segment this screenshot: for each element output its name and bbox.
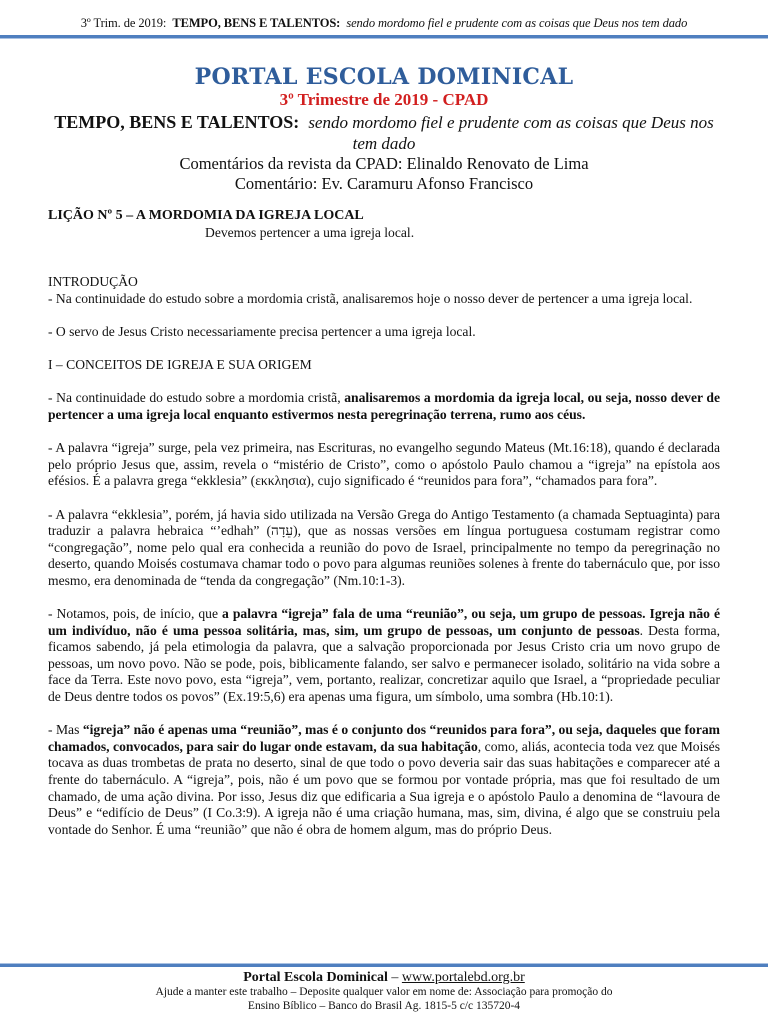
page-footer	[0, 969, 768, 1013]
theme-title: TEMPO, BENS E TALENTOS:	[54, 112, 300, 132]
header-divider	[0, 35, 768, 39]
lesson-title: LIÇÃO Nº 5 – A MORDOMIA DA IGREJA LOCAL	[48, 208, 364, 223]
credit-revista: Comentários da revista da CPAD: Elinaldo Renovato de Lima	[179, 154, 589, 173]
theme-line	[40, 112, 728, 154]
bold-run: analisaremos a mordomia da igreja local, ou seja, nosso dever de pertencer a uma igreja local enquanto estivermos nesta peregrinação terrena, rumo aos céus.	[48, 390, 720, 422]
footer-separator: –	[387, 970, 402, 985]
lesson-content	[48, 208, 720, 838]
trimestre-label: 3º Trimestre de 2019 - CPAD	[279, 90, 489, 109]
theme-subtitle: sendo mordomo fiel e prudente com as coisas que Deus nos tem dado	[308, 113, 714, 153]
bold-run: a palavra “igreja” fala de uma “reunião”, ou seja, um grupo de pessoas. Igreja não é um indivíduo, não é uma pessoa solitária, mas, sim, um grupo de pessoas, um conjunto de pessoas	[48, 606, 720, 638]
section-heading: I – CONCEITOS DE IGREJA E SUA ORIGEM	[48, 357, 312, 373]
running-header-subtitle: sendo mordomo fiel e prudente com as coisas que Deus nos tem dado	[346, 16, 688, 30]
running-header-prefix: 3º Trim. de 2019:	[80, 16, 167, 30]
section-paragraph: - A palavra “ekklesia”, porém, já havia sido utilizada na Versão Grega do Antigo Testamento (a chamada Septuaginta) para traduzir a palavra hebraica “’edhah” (עֵדָה), que as nossas versões em língua portuguesa costumam registrar como “congregação”, nome pelo qual era conhecida a reunião do povo de Israel, principalmente no tempo da peregrinação no deserto, quando Moisés costumava chamar todo o povo para algumas reuniões solenes à frente do tabernáculo que, por isso mesmo, era denominada de “tenda da congregação” (Nm.10:1-3).	[48, 506, 720, 588]
bold-run: “igreja” não é apenas uma “reunião”, mas é o conjunto dos “reunidos para fora”, ou seja, daqueles que foram chamados, convocados, para sair do lugar onde estavam, da sua habitação	[48, 722, 720, 754]
text-run: , como, aliás, acontecia toda vez que Moisés tocava as duas trombetas de prata no deserto, sinal de que todo o povo deveria sair das suas habitações e comparecer até a frente do tabernáculo. A “igreja”, pois, não é um povo que se formou por vontade própria, mas que foi resultado de um chamado, de uma ação divina. Por isso, Jesus diz que edificaria a Sua igreja e o apóstolo Paulo a denomina de “lavoura de Deus” e “edifício de Deus” (I Co.3:9). A igreja não é uma criação humana, mas, sim, divina, é algo que se construiu pela vontade do Senhor. É uma “reunião” que não é obra de homem algum, mas do próprio Deus.	[48, 738, 720, 837]
credit-comentario: Comentário: Ev. Caramuru Afonso Francisco	[234, 174, 534, 193]
text-run: . Desta forma, ficamos sabendo, já pela etimologia da palavra, que a salvação proporcionada por Jesus Cristo cria um novo grupo de pessoas, um novo povo. Não se pode, pois, biblicamente falando, ser salvo e permanecer isolado, solitário na vida sobre a face da Terra. Este novo povo, esta “igreja”, vem, portanto, realizar, concretizar aquilo que Israel, a “propriedade peculiar de Deus dentre todos os povos” (Ex.19:5,6) era apenas uma figura, um símbolo, uma sombra (Hb.10:1).	[48, 622, 720, 705]
running-header-theme: TEMPO, BENS E TALENTOS:	[172, 16, 341, 30]
portal-title: PORTAL ESCOLA DOMINICAL	[194, 64, 574, 90]
intro-paragraph: - Na continuidade do estudo sobre a mordomia cristã, analisaremos hoje o nosso dever de pertencer a uma igreja local.	[48, 290, 693, 306]
title-block	[40, 64, 728, 194]
text-run: - Mas	[48, 722, 83, 738]
text-run: - Na continuidade do estudo sobre a mordomia cristã,	[48, 390, 345, 406]
text-run: - Notamos, pois, de início, que	[48, 606, 223, 622]
section-paragraph	[48, 722, 720, 838]
footer-donation-note: Ajude a manter este trabalho – Deposite qualquer valor em nome de: Associação para promoção do Ensino Bíblico – Banco do Brasil Ag. 1815-5 c/c 135720-4	[155, 986, 613, 1012]
footer-website-link[interactable]: www.portalebd.org.br	[401, 970, 525, 985]
section-paragraph: - A palavra “igreja” surge, pela vez primeira, nas Escrituras, no evangelho segundo Mateus (Mt.16:18), quando é declarada pelo próprio Jesus que, assim, revela o “mistério de Cristo”, como o apóstolo Paulo chamou a “igreja” na epístola aos efésios. É a palavra grega “ekklesia” (εκκλησια), cujo significado é “reunidos para fora”, “chamados para fora”.	[48, 440, 720, 489]
running-header	[0, 16, 768, 31]
section-paragraph	[48, 390, 720, 423]
intro-heading: INTRODUÇÃO	[48, 274, 138, 290]
footer-divider	[0, 963, 768, 967]
footer-title-line	[0, 969, 768, 986]
section-paragraph	[48, 606, 720, 706]
intro-paragraph: - O servo de Jesus Cristo necessariamente precisa pertencer a uma igreja local.	[48, 323, 476, 339]
footer-title: Portal Escola Dominical	[243, 970, 388, 985]
lesson-subtitle: Devemos pertencer a uma igreja local.	[205, 224, 415, 240]
